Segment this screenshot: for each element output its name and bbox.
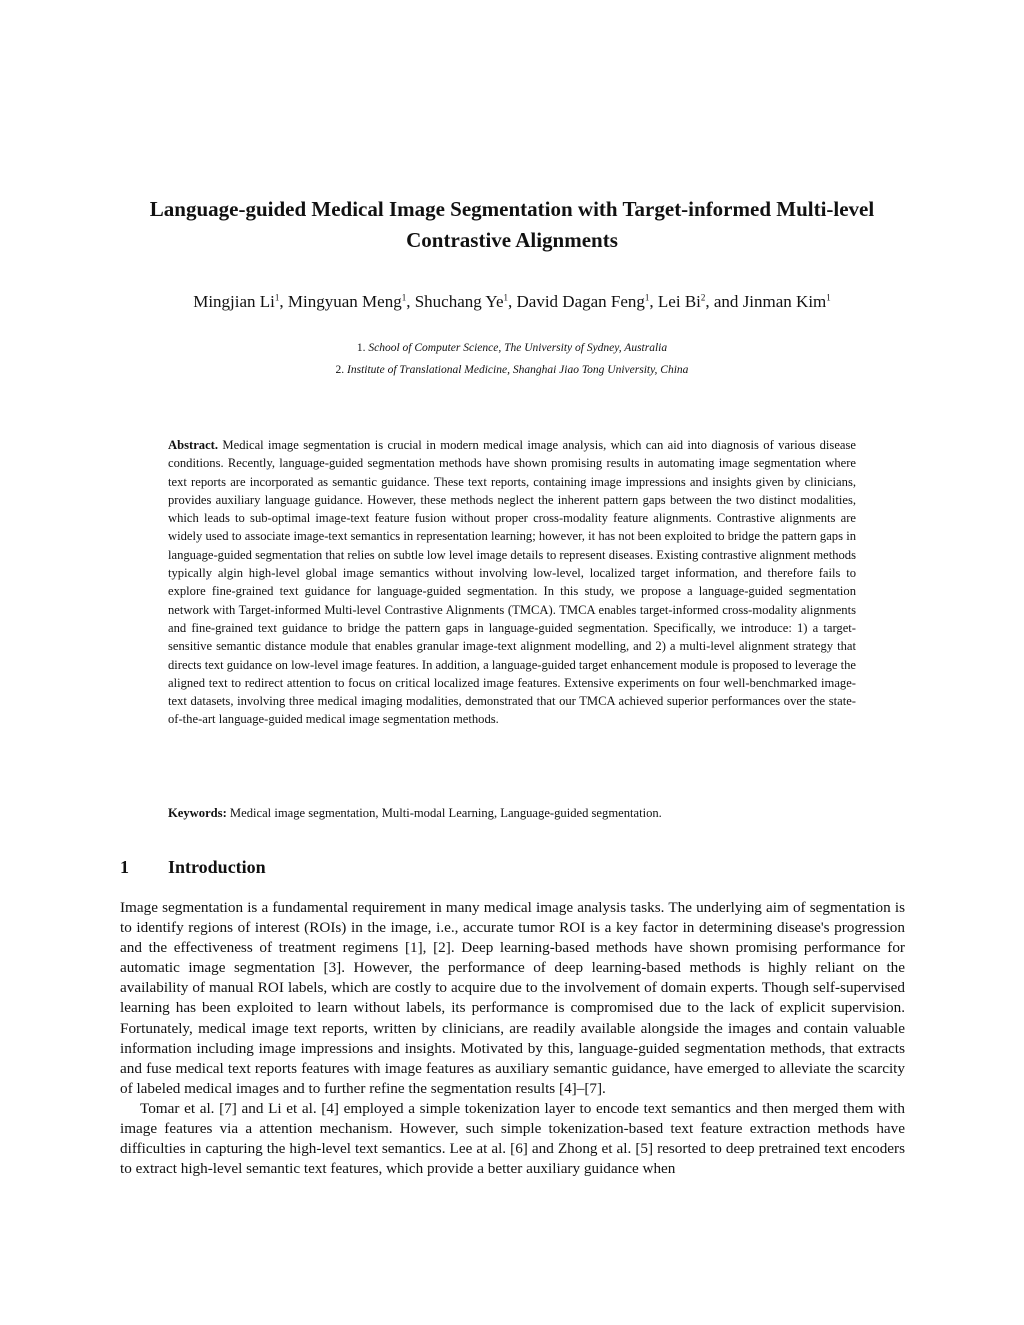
author-affiliation-mark: 1 xyxy=(401,292,407,303)
affiliation-1 xyxy=(110,340,914,356)
author-separator: , xyxy=(279,292,288,311)
affiliation-number: 2. xyxy=(335,364,345,376)
author-separator: , xyxy=(508,292,517,311)
paragraph: Tomar et al. [7] and Li et al. [4] employed a simple tokenization layer to encode text semantics and then merged them with image features via a attention mechanism. However, such simple tokenization-based text feature extraction methods have difficulties in capturing the high-level text semantics. Lee at al. [6] and Zhong et al. [5] resorted to deep pretrained text encoders to extract high-level semantic text features, which provide a better auxiliary guidance when xyxy=(120,1099,905,1178)
author-affiliation-mark: 1 xyxy=(644,292,650,303)
section-number: 1 xyxy=(120,857,129,877)
paragraph: Image segmentation is a fundamental requirement in many medical image analysis tasks. The underlying aim of segmentation is to identify regions of interest (ROIs) in the image, i.e., accurate tumor ROI is a key factor in determining disease's progression and the effectiveness of treatment regimens [1], [2]. Deep learning-based methods have shown promising performance for automatic image segmentation [3]. However, the performance of deep learning-based methods is highly reliant on the availability of manual ROI labels, which are costly to acquire due to the involvement of domain experts. Though self-supervised learning has been exploited to learn without labels, its performance is compromised due to the lack of explicit supervision. Fortunately, medical image text reports, written by clinicians, are readily available alongside the images and contain valuable information including image impressions and insights. Motivated by this, language-guided segmentation methods, that extracts and fuse medical text reports features with image features as auxiliary semantic guidance, have emerged to alleviate the scarcity of labeled medical images and to further refine the segmentation results [4]–[7]. xyxy=(120,899,905,1097)
author-separator: , xyxy=(406,292,415,311)
author-separator: , xyxy=(649,292,658,311)
section-title: Introduction xyxy=(168,857,266,877)
affiliation-2 xyxy=(110,362,914,378)
author-affiliation-mark: 1 xyxy=(503,292,508,303)
body-text xyxy=(120,898,905,1179)
author-affiliation-mark: 1 xyxy=(274,292,280,303)
author-affiliation-mark: 1 xyxy=(826,292,831,303)
keywords-text: Medical image segmentation, Multi-modal Learning, Language-guided segmentation. xyxy=(229,806,662,820)
author-affiliation-mark: 2 xyxy=(700,292,706,303)
keywords-label: Keywords: xyxy=(168,806,227,820)
author-list xyxy=(110,290,914,314)
affiliation-number: 1. xyxy=(356,342,366,354)
affiliation-text: School of Computer Science, The University of Sydney, Australia xyxy=(368,342,668,354)
keywords xyxy=(168,804,856,822)
author-name: David Dagan Feng xyxy=(516,292,645,311)
abstract xyxy=(168,436,856,729)
section-heading xyxy=(120,855,905,879)
paper-title: Language-guided Medical Image Segmentation with Target-informed Multi-level Contrastive Alignments xyxy=(149,197,875,252)
abstract-label: Abstract. xyxy=(168,438,219,452)
author-name: Shuchang Ye xyxy=(414,292,504,311)
abstract-text: Medical image segmentation is crucial in modern medical image analysis, which can aid into diagnosis of various disease conditions. Recently, language-guided segmentation methods have shown promising results in automating image segmentation where text reports are incorporated as semantic guidance. These text reports, containing image impressions and insights given by clinicians, provides auxiliary language guidance. However, these methods neglect the inherent pattern gaps between the two distinct modalities, which leads to sub-optimal image-text feature fusion without proper cross-modality feature alignments. Contrastive alignments are widely used to associate image-text semantics in representation learning; however, it has not been exploited to bridge the pattern gaps in language-guided segmentation that relies on subtle low level image details to represent diseases. Existing contrastive alignment methods typically algin high-level global image semantics without involving low-level, localized target information, and therefore fails to explore fine-grained text guidance for language-guided segmentation. In this study, we propose a language-guided segmentation network with Target-informed Multi-level Contrastive Alignments (TMCA). TMCA enables target-informed cross-modality alignments and fine-grained text guidance to bridge the pattern gaps in language-guided segmentation. Specifically, we introduce: 1) a target-sensitive semantic distance module that enables granular image-text alignment modelling, and 2) a multi-level alignment strategy that directs text guidance on low-level image features. In addition, a language-guided target enhancement module is proposed to leverage the aligned text to redirect attention to focus on critical localized image features. Extensive experiments on four well-benchmarked image-text datasets, involving three medical imaging modalities, demonstrated that our TMCA achieved superior performances over the state-of-the-art language-guided medical image segmentation methods. xyxy=(168,438,856,727)
author-name: Lei Bi xyxy=(657,292,701,311)
author-separator: , and xyxy=(705,292,743,311)
author-name: Jinman Kim xyxy=(742,292,827,311)
author-name: Mingjian Li xyxy=(193,292,275,311)
author-name: Mingyuan Meng xyxy=(287,292,402,311)
affiliation-text: Institute of Translational Medicine, Shanghai Jiao Tong University, China xyxy=(347,364,689,376)
